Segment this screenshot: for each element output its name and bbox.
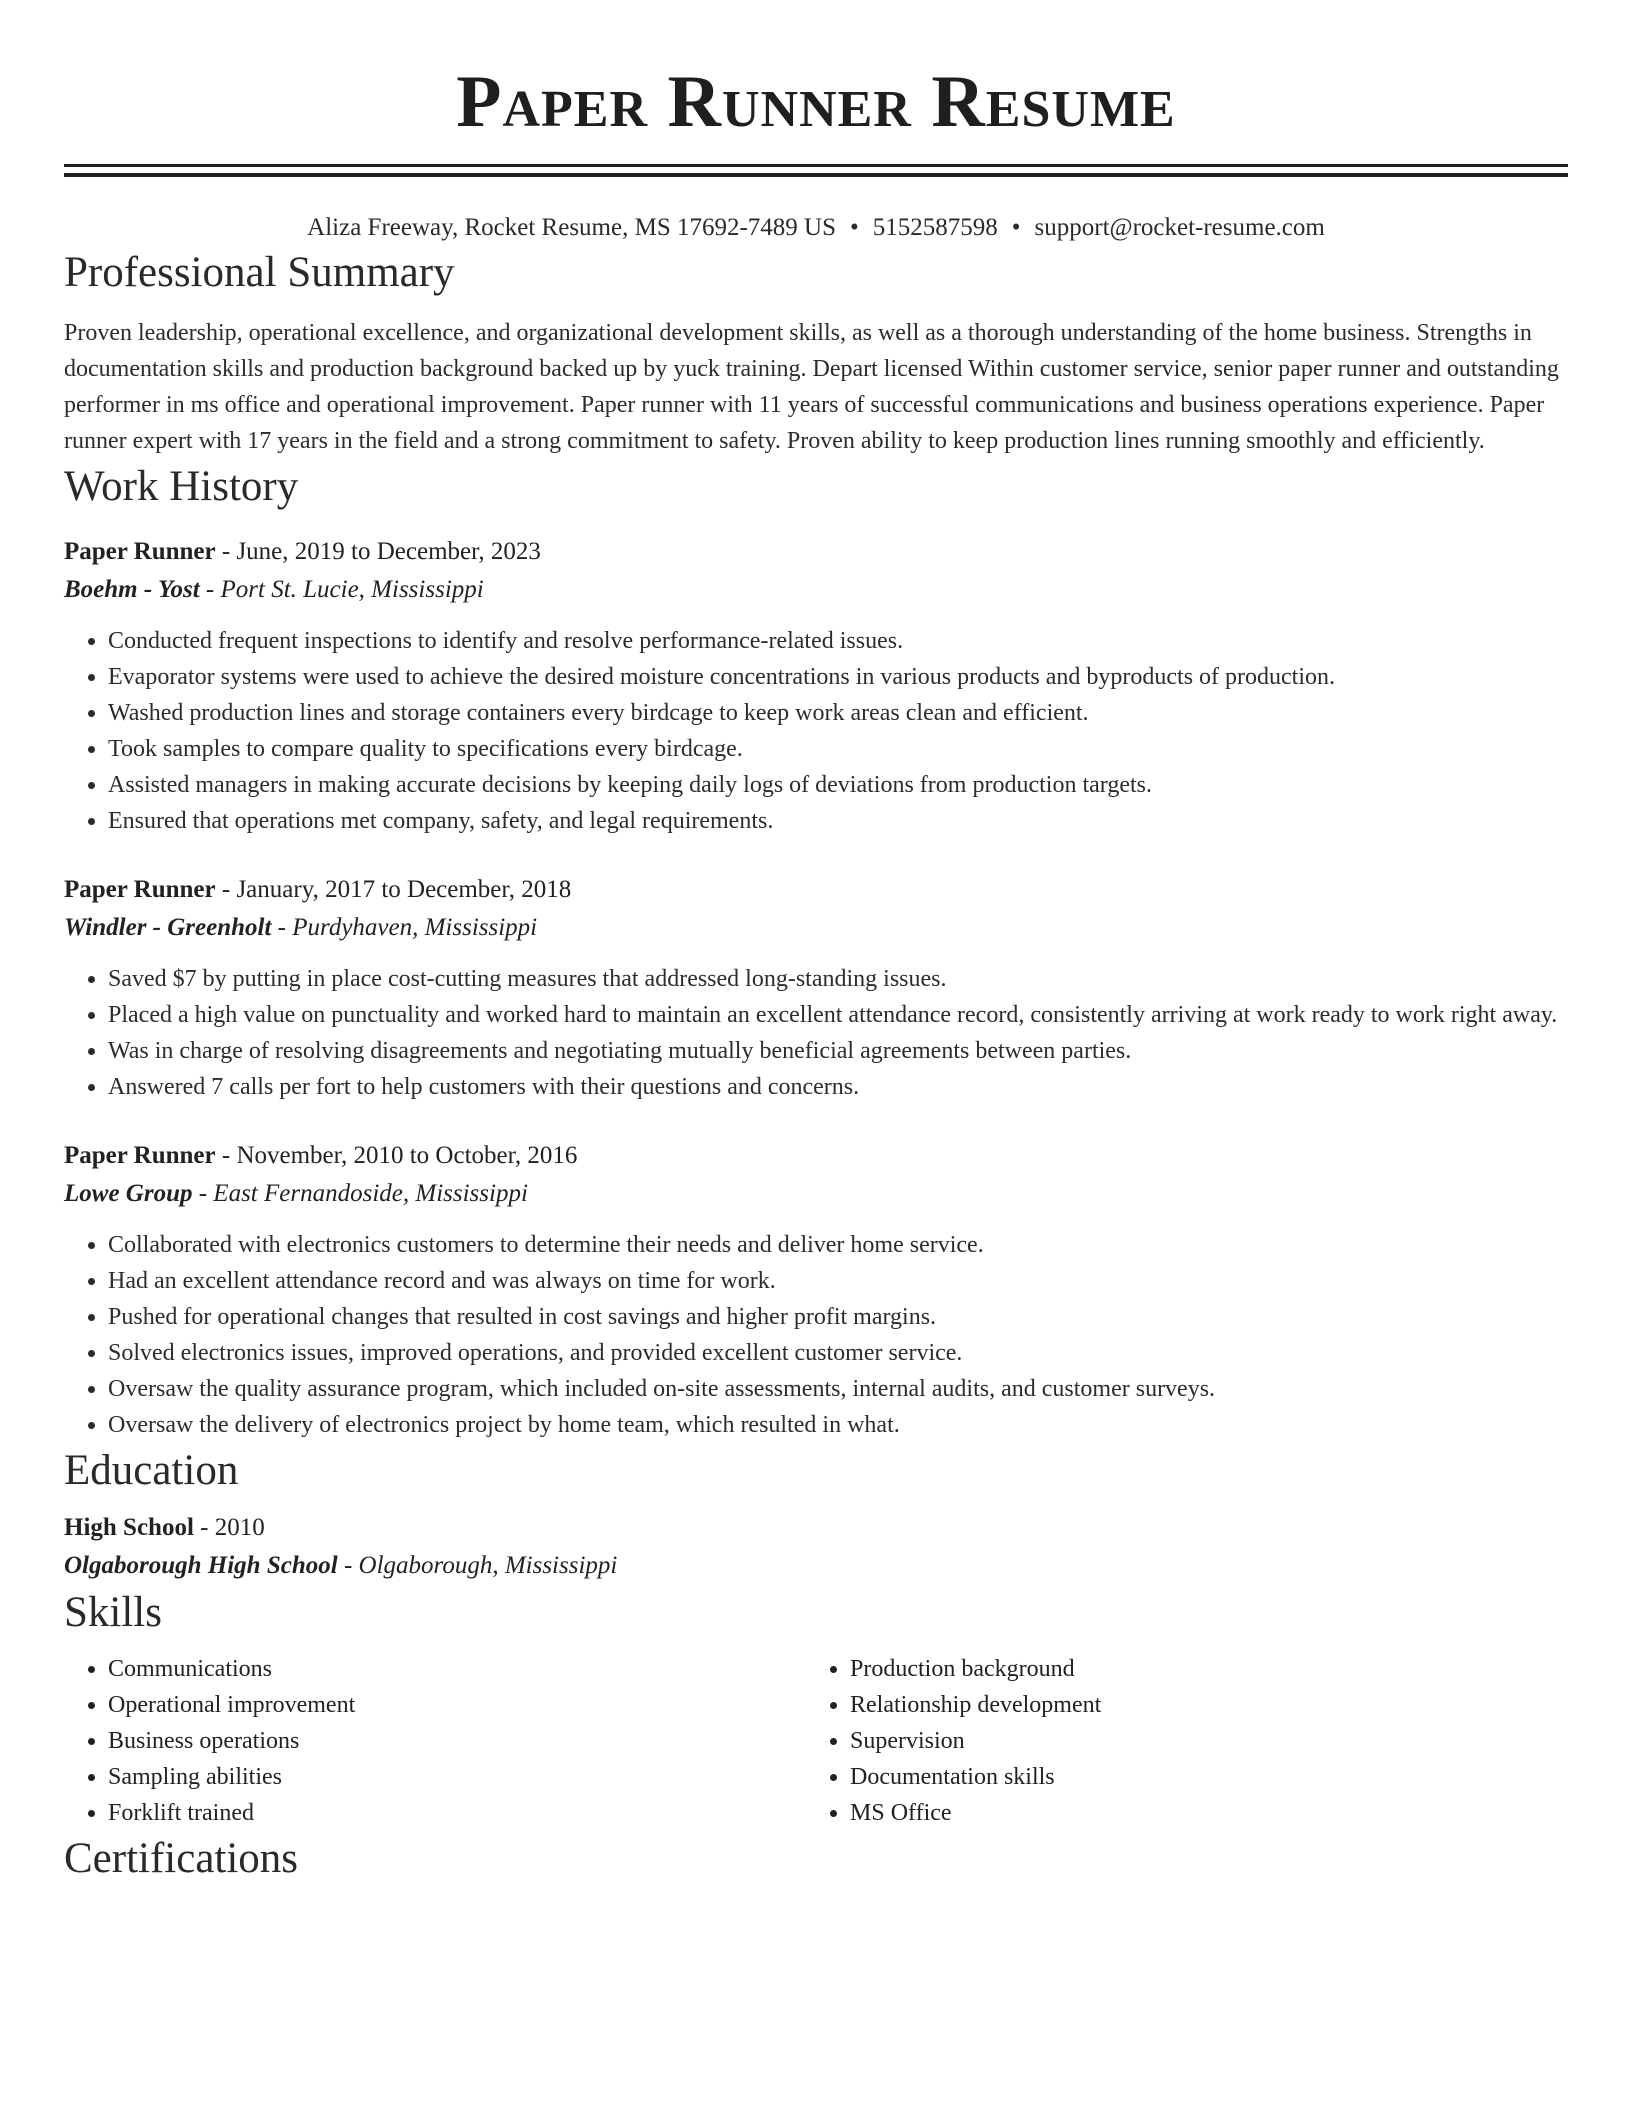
job-dates: - November, 2010 to October, 2016 <box>215 1142 578 1169</box>
job-title-line <box>64 533 1568 571</box>
list-item: • Ensured that operations met company, safety, and legal requirements. <box>108 803 1568 839</box>
company-name: Lowe Group <box>64 1180 193 1207</box>
list-item: • Collaborated with electronics customers to determine their needs and deliver home service. <box>108 1227 1568 1263</box>
list-item: • Assisted managers in making accurate decisions by keeping daily logs of deviations from production targets. <box>108 767 1568 803</box>
job-title-line <box>64 871 1568 909</box>
company-line <box>64 1175 1568 1213</box>
company-line <box>64 571 1568 609</box>
list-item: • Solved electronics issues, improved operations, and provided excellent customer service. <box>108 1335 1568 1371</box>
list-item: • Answered 7 calls per fort to help customers with their questions and concerns. <box>108 1069 1568 1105</box>
company-location: - East Fernandoside, Mississippi <box>192 1180 528 1207</box>
list-item: • Saved $7 by putting in place cost-cutting measures that addressed long-standing issues. <box>108 961 1568 997</box>
degree-name: High School <box>64 1514 194 1541</box>
skills-grid <box>64 1651 1568 1831</box>
job-entry <box>64 1137 1568 1443</box>
company-line <box>64 909 1568 947</box>
certifications-heading: Certifications <box>64 1835 299 1882</box>
job-entry <box>64 533 1568 839</box>
company-location: - Port St. Lucie, Mississippi <box>199 576 484 603</box>
company-name: Windler - Greenholt <box>64 914 272 941</box>
contact-separator: • <box>850 214 859 241</box>
skill-item: • Documentation skills <box>850 1759 1548 1795</box>
skill-item: • Supervision <box>850 1723 1548 1759</box>
skills-heading: Skills <box>64 1589 162 1636</box>
education-heading: Education <box>64 1447 239 1494</box>
spacer <box>64 839 1568 871</box>
list-item: • Evaporator systems were used to achieve the desired moisture concentrations in various products and byproducts of production. <box>108 659 1568 695</box>
list-item: • Conducted frequent inspections to identify and resolve performance-related issues. <box>108 623 1568 659</box>
skill-item: • Operational improvement <box>108 1687 806 1723</box>
skill-item: • Business operations <box>108 1723 806 1759</box>
skills-list-left <box>64 1651 806 1831</box>
job-dates: - June, 2019 to December, 2023 <box>215 538 541 565</box>
list-item: • Oversaw the delivery of electronics project by home team, which resulted in what. <box>108 1407 1568 1443</box>
skills-list-right <box>806 1651 1548 1831</box>
resume-page <box>64 0 1568 1887</box>
job-duties-list <box>64 623 1568 839</box>
work-history-heading: Work History <box>64 463 299 510</box>
list-item: • Pushed for operational changes that resulted in cost savings and higher profit margins. <box>108 1299 1568 1335</box>
job-entry <box>64 871 1568 1105</box>
list-item: • Had an excellent attendance record and was always on time for work. <box>108 1263 1568 1299</box>
school-name: Olgaborough High School <box>64 1552 338 1579</box>
company-location: - Purdyhaven, Mississippi <box>271 914 538 941</box>
job-title-line <box>64 1137 1568 1175</box>
resume-title: Paper Runner Resume <box>456 61 1176 143</box>
list-item: • Took samples to compare quality to specifications every birdcage. <box>108 731 1568 767</box>
degree-line <box>64 1509 1568 1547</box>
contact-address: Aliza Freeway, Rocket Resume, MS 17692-7489 US <box>307 214 837 241</box>
spacer <box>64 1105 1568 1137</box>
list-item: • Oversaw the quality assurance program, which included on-site assessments, internal audits, and customer surveys. <box>108 1371 1568 1407</box>
skill-item: • Forklift trained <box>108 1795 806 1831</box>
job-title: Paper Runner <box>64 876 216 903</box>
summary-text: Proven leadership, operational excellence, and organizational development skills, as well as a thorough understanding of the home business. Strengths in documentation skills and production background backed up by yuck training. Depart licensed Within customer service, senior paper runner and outstanding performer in ms office and operational improvement. Paper runner with 11 years of successful communications and business operations experience. Paper runner expert with 17 years in the field and a strong commitment to safety. Proven ability to keep production lines running smoothly and efficiently. <box>64 320 1559 454</box>
title-divider-bottom <box>64 173 1568 177</box>
school-location: - Olgaborough, Mississippi <box>337 1552 618 1579</box>
list-item: • Placed a high value on punctuality and worked hard to maintain an excellent attendance record, consistently arriving at work ready to work right away. <box>108 997 1568 1033</box>
contact-email: support@rocket-resume.com <box>1034 214 1325 241</box>
school-line <box>64 1547 1568 1585</box>
contact-separator: • <box>1011 214 1021 241</box>
skill-item: • Communications <box>108 1651 806 1687</box>
list-item: • Washed production lines and storage containers every birdcage to keep work areas clean and efficient. <box>108 695 1568 731</box>
contact-phone: 5152587598 <box>872 214 998 241</box>
job-title: Paper Runner <box>64 538 216 565</box>
list-item: • Was in charge of resolving disagreements and negotiating mutually beneficial agreements between parties. <box>108 1033 1568 1069</box>
job-duties-list <box>64 961 1568 1105</box>
skill-item: • Sampling abilities <box>108 1759 806 1795</box>
company-name: Boehm - Yost <box>64 576 200 603</box>
education-entry <box>64 1509 1568 1585</box>
graduation-year: - 2010 <box>193 1514 265 1541</box>
summary-heading: Professional Summary <box>64 249 455 296</box>
job-dates: - January, 2017 to December, 2018 <box>215 876 572 903</box>
contact-line <box>64 211 1568 245</box>
skill-item: • Production background <box>850 1651 1548 1687</box>
skill-item: • MS Office <box>850 1795 1548 1831</box>
job-duties-list <box>64 1227 1568 1443</box>
skill-item: • Relationship development <box>850 1687 1548 1723</box>
job-title: Paper Runner <box>64 1142 216 1169</box>
title-divider-top <box>64 164 1568 167</box>
